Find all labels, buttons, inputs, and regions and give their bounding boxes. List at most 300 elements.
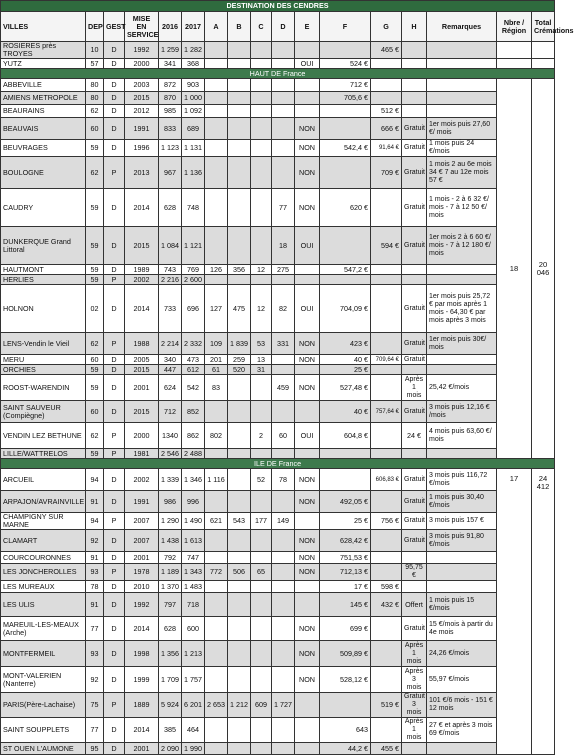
cell-dep: 59 (86, 227, 104, 265)
cell-count-2017: 747 (182, 552, 205, 564)
cell-city: ARPAJON/AVRAINVILLE (1, 491, 86, 513)
table-row (1, 42, 555, 59)
cell-city: VENDIN LEZ BETHUNE (1, 423, 86, 449)
cell-col-h: Offert (402, 593, 427, 617)
cell-col-c (251, 641, 272, 667)
cell-service-year: 2005 (125, 355, 159, 365)
table-row (1, 365, 555, 375)
cell-col-d (272, 355, 295, 365)
cell-gest: D (104, 375, 125, 401)
cell-count-2017: 368 (182, 59, 205, 69)
cell-col-g: 512 € (371, 105, 402, 118)
cell-col-b: 520 (228, 365, 251, 375)
cell-col-g (371, 92, 402, 105)
cell-col-a: 802 (205, 423, 228, 449)
cell-col-d (272, 118, 295, 140)
cell-col-f: 40 € (320, 355, 371, 365)
cell-col-c (251, 743, 272, 755)
cell-remarks (427, 552, 497, 564)
cell-col-h: Gratuit (402, 285, 427, 333)
cell-col-g: 594 € (371, 227, 402, 265)
cell-col-c (251, 667, 272, 693)
cell-dep: 93 (86, 641, 104, 667)
cell-remarks (427, 581, 497, 593)
cell-col-d: 275 (272, 265, 295, 275)
banner-row (1, 1, 555, 12)
cell-col-f (320, 157, 371, 189)
cell-col-a: 83 (205, 375, 228, 401)
cell-col-g (371, 552, 402, 564)
cell-gest: D (104, 365, 125, 375)
cell-service-year: 2001 (125, 375, 159, 401)
cell-col-f: 492,05 € (320, 491, 371, 513)
cell-col-b: 259 (228, 355, 251, 365)
cell-col-b (228, 275, 251, 285)
cell-col-e (295, 449, 320, 459)
cell-col-g (371, 449, 402, 459)
cell-dep: 60 (86, 355, 104, 365)
table-row (1, 667, 555, 693)
cell-count-2017: 2 332 (182, 333, 205, 355)
cell-count-2017: 852 (182, 401, 205, 423)
cell-col-e: NON (295, 189, 320, 227)
cell-remarks (427, 105, 497, 118)
cell-col-g (371, 564, 402, 581)
cell-count-2017: 718 (182, 593, 205, 617)
cell-city: LILLE/WATTRELOS (1, 449, 86, 459)
cell-col-h: Gratuit (402, 227, 427, 265)
cell-col-e: NON (295, 140, 320, 157)
cell-count-2017: 612 (182, 365, 205, 375)
cell-remarks: 1er mois 2 à 6 60 €/ mois - 7 à 12 180 €/ mois (427, 227, 497, 265)
region-count: 18 (497, 79, 532, 459)
cell-col-f: 628,42 € (320, 530, 371, 552)
cell-col-a (205, 401, 228, 423)
cell-count-2016: 2 214 (159, 333, 182, 355)
cell-city: ABBEVILLE (1, 79, 86, 92)
cell-col-e (295, 42, 320, 59)
cell-col-a (205, 189, 228, 227)
section-header-row (1, 459, 555, 469)
cell-remarks (427, 79, 497, 92)
cell-col-d (272, 92, 295, 105)
cell-col-e (295, 513, 320, 530)
cell-col-f: 40 € (320, 401, 371, 423)
cell-col-h: Gratuit (402, 530, 427, 552)
cell-col-h (402, 265, 427, 275)
cell-gest: P (104, 513, 125, 530)
column-header: 2017 (182, 12, 205, 42)
cell-col-f (320, 118, 371, 140)
column-header: Remarques (427, 12, 497, 42)
cell-col-g (371, 79, 402, 92)
cell-col-h: Gratuit (402, 401, 427, 423)
cell-col-g: 757,64 € (371, 401, 402, 423)
cell-count-2016: 1 259 (159, 42, 182, 59)
cell-dep: 59 (86, 375, 104, 401)
cell-gest: D (104, 581, 125, 593)
cell-count-2017: 996 (182, 491, 205, 513)
cell-col-e: NON (295, 617, 320, 641)
cell-col-a: 772 (205, 564, 228, 581)
cell-col-e: OUI (295, 285, 320, 333)
cell-remarks: 4 mois puis 63,60 €/ mois (427, 423, 497, 449)
cell-col-a (205, 641, 228, 667)
cell-col-c (251, 189, 272, 227)
cell-dep: 75 (86, 693, 104, 718)
cell-col-h (402, 552, 427, 564)
cell-col-h: Après 1 mois (402, 641, 427, 667)
cell-city: BEAUVAIS (1, 118, 86, 140)
cell-col-a (205, 157, 228, 189)
cell-col-c (251, 227, 272, 265)
cell-col-b (228, 718, 251, 743)
cell-count-2016: 1 189 (159, 564, 182, 581)
empty-cell (497, 42, 532, 59)
cell-city: LES JONCHEROLLES (1, 564, 86, 581)
table-row (1, 157, 555, 189)
cell-col-h (402, 365, 427, 375)
cell-col-f (320, 227, 371, 265)
table-row (1, 743, 555, 755)
cell-gest: P (104, 564, 125, 581)
cell-count-2017: 600 (182, 617, 205, 641)
cell-col-c: 609 (251, 693, 272, 718)
cell-count-2016: 1 438 (159, 530, 182, 552)
cell-service-year: 2012 (125, 105, 159, 118)
cell-col-d: 77 (272, 189, 295, 227)
cell-dep: 94 (86, 513, 104, 530)
cell-col-g: 465 € (371, 42, 402, 59)
cell-col-h (402, 581, 427, 593)
cell-col-b (228, 227, 251, 265)
cell-dep: 95 (86, 743, 104, 755)
cell-city: LENS-Vendin le Vieil (1, 333, 86, 355)
cell-city: ST OUEN L'AUMONE (1, 743, 86, 755)
cell-col-d (272, 581, 295, 593)
cell-col-b (228, 552, 251, 564)
cell-remarks (427, 564, 497, 581)
cell-col-f: 524 € (320, 59, 371, 69)
cell-gest: D (104, 42, 125, 59)
cell-col-c (251, 718, 272, 743)
table-row (1, 140, 555, 157)
cell-dep: 91 (86, 491, 104, 513)
cell-remarks (427, 59, 497, 69)
cell-city: ROSIERES près TROYES (1, 42, 86, 59)
cell-col-f: 643 (320, 718, 371, 743)
cell-service-year: 2015 (125, 227, 159, 265)
cell-service-year: 1992 (125, 42, 159, 59)
cell-dep: 78 (86, 581, 104, 593)
table-row (1, 79, 555, 92)
cell-col-a: 1 116 (205, 469, 228, 491)
cell-count-2017: 6 201 (182, 693, 205, 718)
cell-count-2017: 1 346 (182, 469, 205, 491)
cell-col-f: 44,2 € (320, 743, 371, 755)
cell-dep: 62 (86, 157, 104, 189)
cell-col-d (272, 641, 295, 667)
cell-count-2016: 792 (159, 552, 182, 564)
cell-count-2017: 1 282 (182, 42, 205, 59)
cell-city: HAUTMONT (1, 265, 86, 275)
cell-col-g (371, 667, 402, 693)
cell-col-a: 61 (205, 365, 228, 375)
cell-col-c: 31 (251, 365, 272, 375)
column-header: G (371, 12, 402, 42)
cell-count-2017: 1 757 (182, 667, 205, 693)
cell-col-b (228, 118, 251, 140)
cell-dep: 77 (86, 617, 104, 641)
cell-remarks (427, 449, 497, 459)
cell-count-2017: 2 488 (182, 449, 205, 459)
cell-col-f: 712,13 € (320, 564, 371, 581)
cell-col-g (371, 275, 402, 285)
cell-col-c (251, 552, 272, 564)
cell-col-f: 712 € (320, 79, 371, 92)
cell-col-g: 756 € (371, 513, 402, 530)
cell-col-e (295, 265, 320, 275)
cell-col-c (251, 491, 272, 513)
cell-col-b: 1 839 (228, 333, 251, 355)
cell-col-e (295, 718, 320, 743)
cell-dep: 10 (86, 42, 104, 59)
cell-count-2017: 1 131 (182, 140, 205, 157)
cell-col-b: 543 (228, 513, 251, 530)
table-row (1, 227, 555, 265)
column-header: 2016 (159, 12, 182, 42)
cell-count-2017: 464 (182, 718, 205, 743)
cell-col-c (251, 581, 272, 593)
cell-count-2016: 2 090 (159, 743, 182, 755)
cell-remarks: 55,97 €/mois (427, 667, 497, 693)
cell-service-year: 2007 (125, 530, 159, 552)
cell-count-2017: 1 092 (182, 105, 205, 118)
cell-gest: D (104, 552, 125, 564)
table-row (1, 59, 555, 69)
cell-col-d (272, 530, 295, 552)
cell-col-b (228, 469, 251, 491)
cell-service-year: 2015 (125, 401, 159, 423)
cell-gest: P (104, 693, 125, 718)
cell-dep: 60 (86, 118, 104, 140)
cell-col-c (251, 140, 272, 157)
cell-count-2016: 1340 (159, 423, 182, 449)
cell-dep: 59 (86, 140, 104, 157)
cell-col-c (251, 59, 272, 69)
cell-count-2016: 447 (159, 365, 182, 375)
cell-count-2017: 1 136 (182, 157, 205, 189)
cell-city: CLAMART (1, 530, 86, 552)
cell-count-2017: 1 121 (182, 227, 205, 265)
cell-col-b (228, 593, 251, 617)
cell-col-h: Gratuit (402, 189, 427, 227)
cell-remarks: 1 mois puis 24 €/mois (427, 140, 497, 157)
cell-col-d (272, 617, 295, 641)
cell-col-e: OUI (295, 59, 320, 69)
column-header: Total Crémations (532, 12, 555, 42)
cell-service-year: 2001 (125, 743, 159, 755)
cell-gest: D (104, 285, 125, 333)
cell-col-e (295, 79, 320, 92)
cell-service-year: 1999 (125, 667, 159, 693)
cell-col-c: 52 (251, 469, 272, 491)
column-header: MISE EN SERVICE (125, 12, 159, 42)
cell-col-h (402, 743, 427, 755)
cell-col-h: Après 3 mois (402, 667, 427, 693)
cell-col-d (272, 105, 295, 118)
cell-count-2017: 1 990 (182, 743, 205, 755)
cell-col-b (228, 375, 251, 401)
cell-service-year: 2002 (125, 275, 159, 285)
cell-col-d (272, 743, 295, 755)
cell-remarks: 1er mois puis 30€/ mois (427, 333, 497, 355)
cell-city: CHAMPIGNY SUR MARNE (1, 513, 86, 530)
cell-city: MAREUIL-LES-MEAUX (Arche) (1, 617, 86, 641)
column-header: C (251, 12, 272, 42)
cell-col-e: NON (295, 469, 320, 491)
cell-remarks (427, 265, 497, 275)
cell-remarks: 1 mois puis 15 €/mois (427, 593, 497, 617)
cell-count-2016: 872 (159, 79, 182, 92)
cell-col-e: OUI (295, 423, 320, 449)
cell-city: PARIS(Père-Lachaise) (1, 693, 86, 718)
empty-cell (532, 59, 555, 69)
cell-col-a (205, 617, 228, 641)
cell-col-h: Gratuit (402, 513, 427, 530)
cell-col-f (320, 105, 371, 118)
cell-city: AMIENS METROPOLE (1, 92, 86, 105)
cell-city: BOULOGNE (1, 157, 86, 189)
cell-col-g (371, 285, 402, 333)
cell-gest: P (104, 157, 125, 189)
cell-col-h (402, 449, 427, 459)
cell-col-f: 699 € (320, 617, 371, 641)
cell-remarks: 27 € et après 3 mois 69 €/mois (427, 718, 497, 743)
cell-service-year: 2001 (125, 552, 159, 564)
cell-gest: D (104, 617, 125, 641)
cell-col-a (205, 42, 228, 59)
cell-col-d (272, 365, 295, 375)
cell-col-d (272, 564, 295, 581)
cell-dep: 57 (86, 59, 104, 69)
section-header-row (1, 69, 555, 79)
cell-col-e (295, 92, 320, 105)
cell-count-2017: 2 600 (182, 275, 205, 285)
cell-col-b (228, 423, 251, 449)
cell-col-e: NON (295, 530, 320, 552)
cell-col-e (295, 581, 320, 593)
cell-count-2017: 769 (182, 265, 205, 275)
cell-count-2016: 797 (159, 593, 182, 617)
cell-col-f: 527,48 € (320, 375, 371, 401)
cell-remarks (427, 92, 497, 105)
cell-remarks: 15 €/mois à partir du 4e mois (427, 617, 497, 641)
cell-gest: D (104, 59, 125, 69)
cell-col-d: 60 (272, 423, 295, 449)
cell-dep: 62 (86, 333, 104, 355)
cell-col-e: NON (295, 667, 320, 693)
cell-city: DUNKERQUE Grand Littoral (1, 227, 86, 265)
cell-col-d: 331 (272, 333, 295, 355)
cell-col-g: 598 € (371, 581, 402, 593)
cell-dep: 60 (86, 401, 104, 423)
table-row (1, 581, 555, 593)
cell-city: SAINT SOUPPLETS (1, 718, 86, 743)
cell-col-f: 17 € (320, 581, 371, 593)
cell-dep: 59 (86, 189, 104, 227)
cell-col-b (228, 140, 251, 157)
cell-remarks (427, 743, 497, 755)
table-row (1, 265, 555, 275)
table-row (1, 189, 555, 227)
cell-col-h: Gratuit (402, 118, 427, 140)
cell-col-b: 475 (228, 285, 251, 333)
cell-dep: 94 (86, 469, 104, 491)
column-header: DEP (86, 12, 104, 42)
cell-gest: D (104, 189, 125, 227)
cell-count-2017: 1 343 (182, 564, 205, 581)
cell-count-2017: 1 490 (182, 513, 205, 530)
cell-col-f: 705,6 € (320, 92, 371, 105)
cell-city: LES MUREAUX (1, 581, 86, 593)
cell-service-year: 2007 (125, 513, 159, 530)
cell-count-2017: 862 (182, 423, 205, 449)
cell-col-d (272, 491, 295, 513)
cell-service-year: 1889 (125, 693, 159, 718)
cell-count-2017: 542 (182, 375, 205, 401)
cell-remarks: 1er mois puis 25,72 € par mois après 1 mois - 64,30 € par mois après 3 mois (427, 285, 497, 333)
cell-col-a: 621 (205, 513, 228, 530)
cell-col-c: 177 (251, 513, 272, 530)
empty-cell (532, 42, 555, 59)
cell-service-year: 1981 (125, 449, 159, 459)
cell-count-2016: 5 924 (159, 693, 182, 718)
cell-col-d: 78 (272, 469, 295, 491)
cell-col-d (272, 79, 295, 92)
cell-count-2016: 743 (159, 265, 182, 275)
cell-dep: 59 (86, 449, 104, 459)
cell-col-b: 356 (228, 265, 251, 275)
cell-col-g (371, 491, 402, 513)
cell-col-b (228, 59, 251, 69)
cell-remarks: 1er mois puis 27,60 €/ mois (427, 118, 497, 140)
cell-col-a (205, 581, 228, 593)
column-header: VILLES (1, 12, 86, 42)
cell-col-e (295, 743, 320, 755)
cell-col-g (371, 530, 402, 552)
cell-col-g: 432 € (371, 593, 402, 617)
cell-col-e: NON (295, 157, 320, 189)
cell-col-c: 53 (251, 333, 272, 355)
cell-col-f: 528,12 € (320, 667, 371, 693)
region-total-cremations: 24 412 (532, 469, 555, 755)
cell-dep: 92 (86, 530, 104, 552)
table-banner-title: DESTINATION DES CENDRES (1, 1, 555, 12)
cell-col-a (205, 79, 228, 92)
cell-col-g (371, 375, 402, 401)
cell-remarks: 3 mois puis 91,80 €/mois (427, 530, 497, 552)
cell-remarks: 24,26 €/mois (427, 641, 497, 667)
cell-city: BEUVRAGES (1, 140, 86, 157)
cell-col-c: 12 (251, 285, 272, 333)
cell-service-year: 2014 (125, 617, 159, 641)
cell-col-h: Gratuit 3 mois (402, 693, 427, 718)
column-header: H (402, 12, 427, 42)
cell-col-c (251, 401, 272, 423)
column-header: GEST (104, 12, 125, 42)
cell-count-2016: 340 (159, 355, 182, 365)
